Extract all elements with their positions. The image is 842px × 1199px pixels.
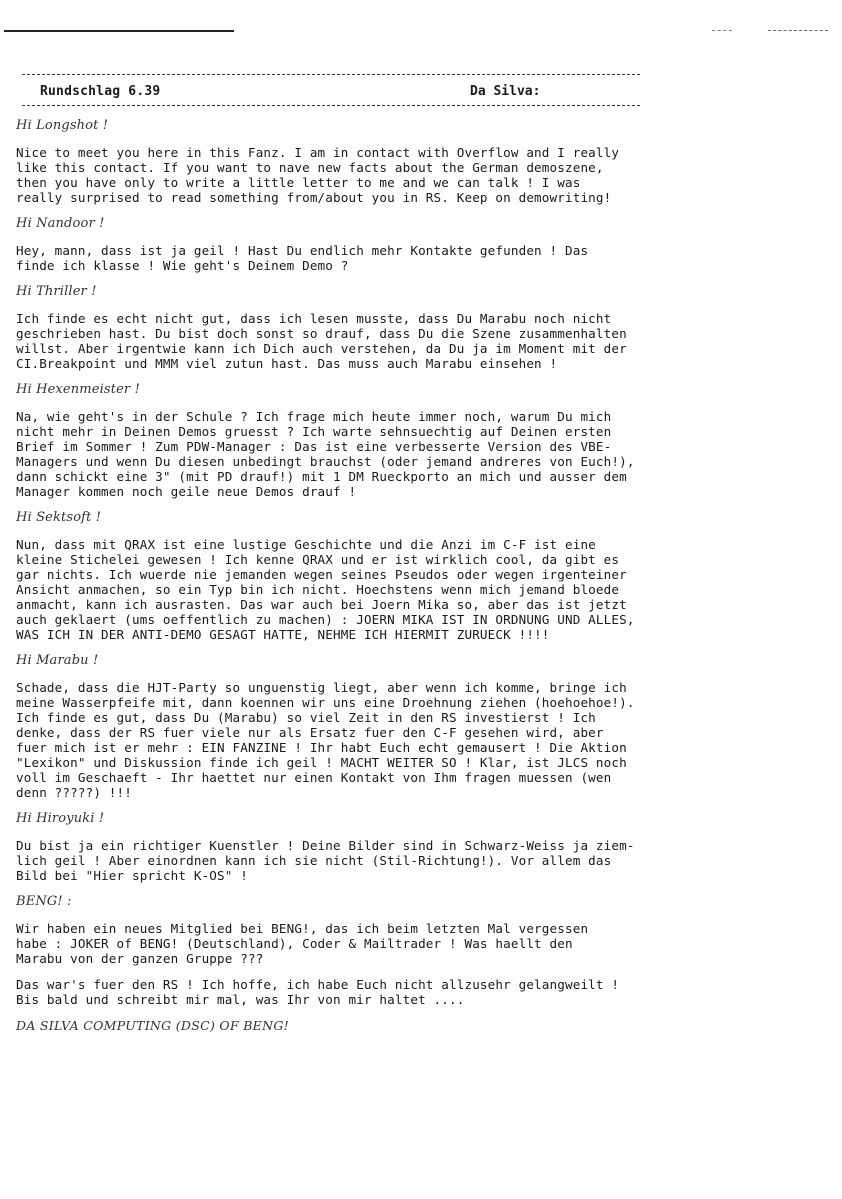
section-hexenmeister [16,382,761,499]
greeting: Hi Hiroyuki ! [16,811,105,826]
section-thriller [16,284,761,371]
corner-mark [768,30,828,31]
section-longshot [16,118,761,205]
paragraph: Wir haben ein neues Mitglied bei BENG!, das ich beim letzten Mal vergessen habe : JOKER of BENG! (Deutschland), Coder & Mailtrader ! Was haellt den Marabu von der ganzen Gruppe ??? [16,921,589,966]
greeting: Hi Hexenmeister ! [16,382,140,397]
header-rule-top [22,74,640,75]
greeting: Hi Sektsoft ! [16,510,102,525]
greeting: Hi Marabu ! [16,653,99,668]
author-name: Da Silva: [470,84,541,99]
section-sektsoft [16,510,761,642]
paragraph: Na, wie geht's in der Schule ? Ich frage mich heute immer noch, warum Du mich nicht mehr in Deinen Demos gruesst ? Ich warte sehnsuechtig auf Deinen ersten Brief im Sommer ! Zum PDW-Manager : Das ist eine verbesserte Version des VBE- Managers und wenn Du diesen unbedingt brauchst (oder jemand andreres von Euch!), dann schickt eine 3" (mit PD drauf!) mit 1 DM Rueckporto an mich und ausser dem Manager kommen noch geile neue Demos drauf ! [16,409,635,499]
section-marabu [16,653,761,800]
paragraph: Nun, dass mit QRAX ist eine lustige Geschichte und die Anzi im C-F ist eine kleine Stichelei gewesen ! Ich kenne QRAX und er ist wirklich cool, da gibt es gar nichts. Ich wuerde nie jemanden wegen seines Pseudos oder wegen irgenteiner Ansicht anmachen, so ein Typ bin ich nicht. Hoechstens wenn mich jemand bloede anmacht, kann ich ausrasten. Das war auch bei Joern Mika so, aber das ist jetzt auch geklaert (ums oeffentlich zu machen) : JOERN MIKA IST IN ORDNUNG UND ALLES, WAS ICH IN DER ANTI-DEMO GESAGT HATTE, NEHME ICH HIERMIT ZURUECK !!!! [16,537,635,642]
section-hiroyuki [16,811,761,883]
greeting: Hi Thriller ! [16,284,97,299]
corner-mark [712,30,732,31]
greeting: Hi Nandoor ! [16,216,105,231]
section-beng [16,894,761,1007]
header-rule-bottom [22,105,640,106]
closing-paragraph: Das war's fuer den RS ! Ich hoffe, ich habe Euch nicht allzusehr gelangweilt ! Bis bald und schreibt mir mal, was Ihr von mir haltet .... [16,977,620,1007]
greeting: Hi Longshot ! [16,118,109,133]
top-rule [4,30,234,32]
magazine-title: Rundschlag 6.39 [40,84,161,99]
signature: DA SILVA COMPUTING (DSC) OF BENG! [16,1018,289,1033]
section-nandoor [16,216,761,273]
paragraph: Hey, mann, dass ist ja geil ! Hast Du endlich mehr Kontakte gefunden ! Das finde ich klasse ! Wie geht's Deinem Demo ? [16,243,589,273]
greeting: BENG! : [16,894,72,909]
letter-body [16,118,761,1033]
paragraph: Du bist ja ein richtiger Kuenstler ! Deine Bilder sind in Schwarz-Weiss ja ziem- lich geil ! Aber einordnen kann ich sie nicht (Stil-Richtung!). Vor allem das Bild bei "Hier spricht K-OS" ! [16,838,635,883]
paragraph: Schade, dass die HJT-Party so unguenstig liegt, aber wenn ich komme, bringe ich meine Wasserpfeife mit, dann koennen wir uns eine Droehnung ziehen (hoehoehoe!). Ich finde es gut, dass Du (Marabu) so viel Zeit in den RS investierst ! Ich denke, dass der RS fuer viele nur als Ersatz fuer den C-F gesehen wird, aber fuer mich ist er mehr : EIN FANZINE ! Ihr habt Euch echt gemausert ! Die Aktion "Lexikon" und Diskussion finde ich geil ! MACHT WEITER SO ! Klar, ist JLCS noch voll im Geschaeft - Ihr haettet nur einen Kontakt von Ihm fragen muessen (wen denn ?????) !!! [16,680,635,800]
paragraph: Nice to meet you here in this Fanz. I am in contact with Overflow and I really like this contact. If you want to nave new facts about the German demoszene, then you have only to write a little letter to me and we can talk ! I was really surprised to read something from/about you in RS. Keep on demowriting! [16,145,620,205]
paragraph: Ich finde es echt nicht gut, dass ich lesen musste, dass Du Marabu noch nicht geschrieben hast. Du bist doch sonst so drauf, dass Du die Szene zusammenhalten willst. Aber irgentwie kann ich Dich auch verstehen, da Du ja im Moment mit der CI.Breakpoint und MMM viel zutun hast. Das muss auch Marabu einsehen ! [16,311,627,371]
